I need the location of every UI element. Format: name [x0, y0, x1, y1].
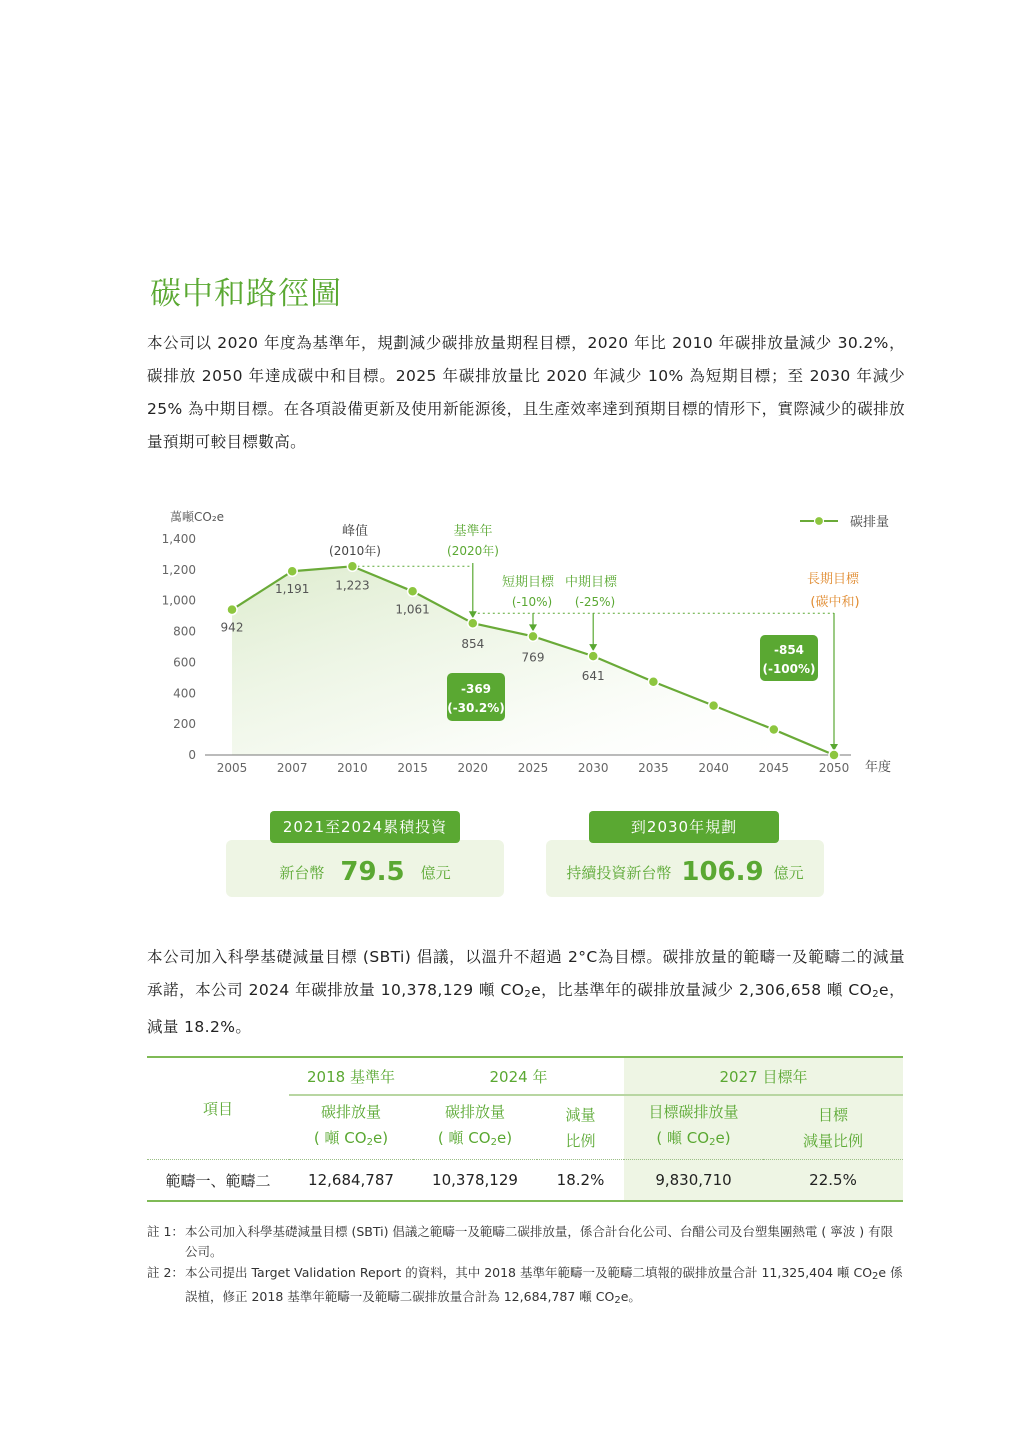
table-col-target-ratio: 目標 減量比例	[763, 1095, 903, 1160]
y-tick-label: 400	[173, 686, 196, 701]
x-tick-label: 2005	[216, 761, 248, 775]
long-term-label: 長期目標	[806, 572, 860, 587]
sbti-paragraph: 本公司加入科學基礎減量目標 (SBTi) 倡議，以溫升不超過 2°C為目標。碳排放量的範疇一及範疇二的減量承諾，本公司 2024 年碳排放量 10,378,129 噸 $CO_2e$，比基準年的碳排放量減少 2,306,658 噸 $CO_2e$，減量 18.2%。	[147, 948, 905, 1036]
y-tick-label: 1,200	[161, 562, 196, 577]
x-tick-label: 2035	[638, 761, 669, 775]
intro-paragraph: 本公司以 2020 年度為基準年，規劃減少碳排放量期程目標，2020 年比 2010 年碳排放量減少 30.2%，碳排放 2050 年達成碳中和目標。2025 年碳排放量比 2020 年減少 10% 為短期目標；至 2030 年減少 25% 為中期目標。在各項設備更新及使用新能源後，且生產效率達到預期目標的情形下，實際減少的碳排放量預期可較目標數高。	[147, 334, 905, 451]
y-axis-title: 萬噸CO₂e	[170, 510, 225, 524]
investment-right-value: 106.9	[681, 857, 764, 887]
x-tick-label: 2010	[337, 761, 368, 775]
mid-term-label: 中期目標	[564, 575, 618, 590]
data-point-2005	[227, 605, 237, 615]
investment-right-amount	[546, 852, 824, 892]
legend-label: 碳排量	[850, 515, 890, 530]
table-cell-2018: 12,684,787	[308, 1171, 394, 1189]
data-point-2030	[588, 651, 598, 661]
investment-left-prefix: 新台幣	[279, 864, 325, 882]
y-tick-label: 1,400	[161, 532, 196, 546]
x-tick-label: 2015	[397, 761, 428, 775]
table-cell-target: 9,830,710	[624, 1160, 763, 1202]
table-cell-2024: 10,378,129	[432, 1171, 518, 1189]
data-point-2050	[829, 750, 839, 760]
x-tick-label: 2040	[698, 761, 729, 775]
investment-left-unit: 億元	[420, 864, 451, 882]
x-tick-label: 2007	[276, 761, 308, 775]
y-tick-label: 600	[173, 655, 196, 670]
investment-right-prefix: 持續投資新台幣	[566, 864, 672, 882]
y-tick-label: 800	[173, 624, 196, 639]
table-group-2024: 2024 年	[413, 1057, 624, 1095]
reduction-2050-value: -854	[773, 643, 805, 657]
x-tick-label: 2050	[818, 761, 850, 775]
data-label-2030: 641	[581, 669, 605, 684]
data-label-2015: 1,061	[395, 602, 430, 617]
y-tick-label: 0	[188, 748, 196, 762]
table-cell-ratio: 18.2%	[556, 1171, 605, 1189]
y-tick-label: 200	[173, 717, 196, 732]
table-row-label: 範疇一、範疇二	[165, 1171, 271, 1190]
short-arrow-head	[529, 624, 537, 631]
table-item-header: 項目	[147, 1057, 289, 1160]
table-row	[147, 1160, 903, 1202]
data-label-2010: 1,223	[335, 578, 370, 593]
investment-left-amount	[226, 852, 504, 892]
peak-label: 峰值	[341, 524, 369, 539]
carbon-roadmap-chart	[160, 505, 900, 795]
long-term-sub: (碳中和)	[810, 595, 860, 610]
reduction-2020-pct: (-30.2%)	[447, 701, 505, 715]
table-col-target-emission: 目標碳排放量 ( 噸 $CO_2e$)	[624, 1095, 763, 1160]
data-point-2007	[287, 566, 297, 576]
base-year-label: 基準年	[453, 524, 493, 539]
investment-right-unit: 億元	[773, 864, 804, 882]
legend-marker	[815, 517, 824, 526]
x-tick-label: 2045	[758, 761, 790, 775]
footnote-2: 註 2： 本公司提出 Target Validation Report 的資料，其中 2018 基準年範疇一及範疇二填報的碳排放量合計 11,325,404 噸 $CO_2e$ 係誤植，修正 2018 基準年範疇一及範疇二碳排放量合計為 12,684,787 噸 $CO_2e$。	[147, 1265, 903, 1306]
base-year-value: (2020年)	[447, 544, 499, 558]
investment-left-value: 79.5	[340, 857, 405, 887]
investment-left-title: 2021至2024累積投資	[270, 811, 460, 843]
y-tick-label: 1,000	[161, 593, 196, 608]
reduction-2050-pct: (-100%)	[762, 662, 816, 676]
data-label-2025: 769	[521, 650, 545, 665]
table-col-2024-emission: 碳排放量 ( 噸 $CO_2e$)	[413, 1095, 537, 1160]
data-label-2005: 942	[220, 620, 244, 635]
table-group-2027: 2027 目標年	[624, 1057, 903, 1095]
x-tick-label: 2025	[517, 761, 549, 775]
investment-right-title: 到2030年規劃	[589, 811, 779, 843]
data-point-2010	[347, 561, 357, 571]
section-title: 碳中和路徑圖	[150, 276, 342, 312]
footnotes	[147, 1222, 905, 1312]
data-point-2035	[648, 677, 658, 687]
short-term-label: 短期目標	[501, 575, 555, 590]
data-point-2040	[709, 701, 719, 711]
data-label-2020: 854	[461, 637, 485, 652]
table-col-reduction-ratio: 減量 比例	[537, 1095, 624, 1160]
table-col-2018-emission: 碳排放量 ( 噸 $CO_2e$)	[289, 1095, 413, 1160]
data-point-2015	[408, 586, 418, 596]
x-tick-label: 2020	[457, 761, 489, 775]
x-axis-title: 年度	[865, 760, 892, 775]
data-point-2025	[528, 631, 538, 641]
short-term-pct: (-10%)	[511, 595, 553, 609]
data-point-2045	[769, 725, 779, 735]
reduction-2020-value: -369	[460, 682, 492, 696]
table-group-2018: 2018 基準年	[289, 1057, 413, 1095]
peak-year: (2010年)	[329, 544, 381, 558]
mid-arrow-head	[589, 644, 597, 651]
footnote-1: 註 1： 本公司加入科學基礎減量目標 (SBTi) 倡議之範疇一及範疇二碳排放量，係合計台化公司、台醋公司及台塑集團熱電 ( 寧波 ) 有限公司。	[147, 1224, 894, 1259]
data-point-2020	[468, 618, 478, 628]
mid-term-pct: (-25%)	[574, 595, 616, 609]
sbti-table	[147, 1056, 903, 1202]
x-tick-label: 2030	[577, 761, 609, 775]
base-arrow-head	[469, 611, 477, 618]
data-label-2007: 1,191	[275, 582, 310, 597]
table-cell-target-ratio: 22.5%	[763, 1160, 903, 1202]
